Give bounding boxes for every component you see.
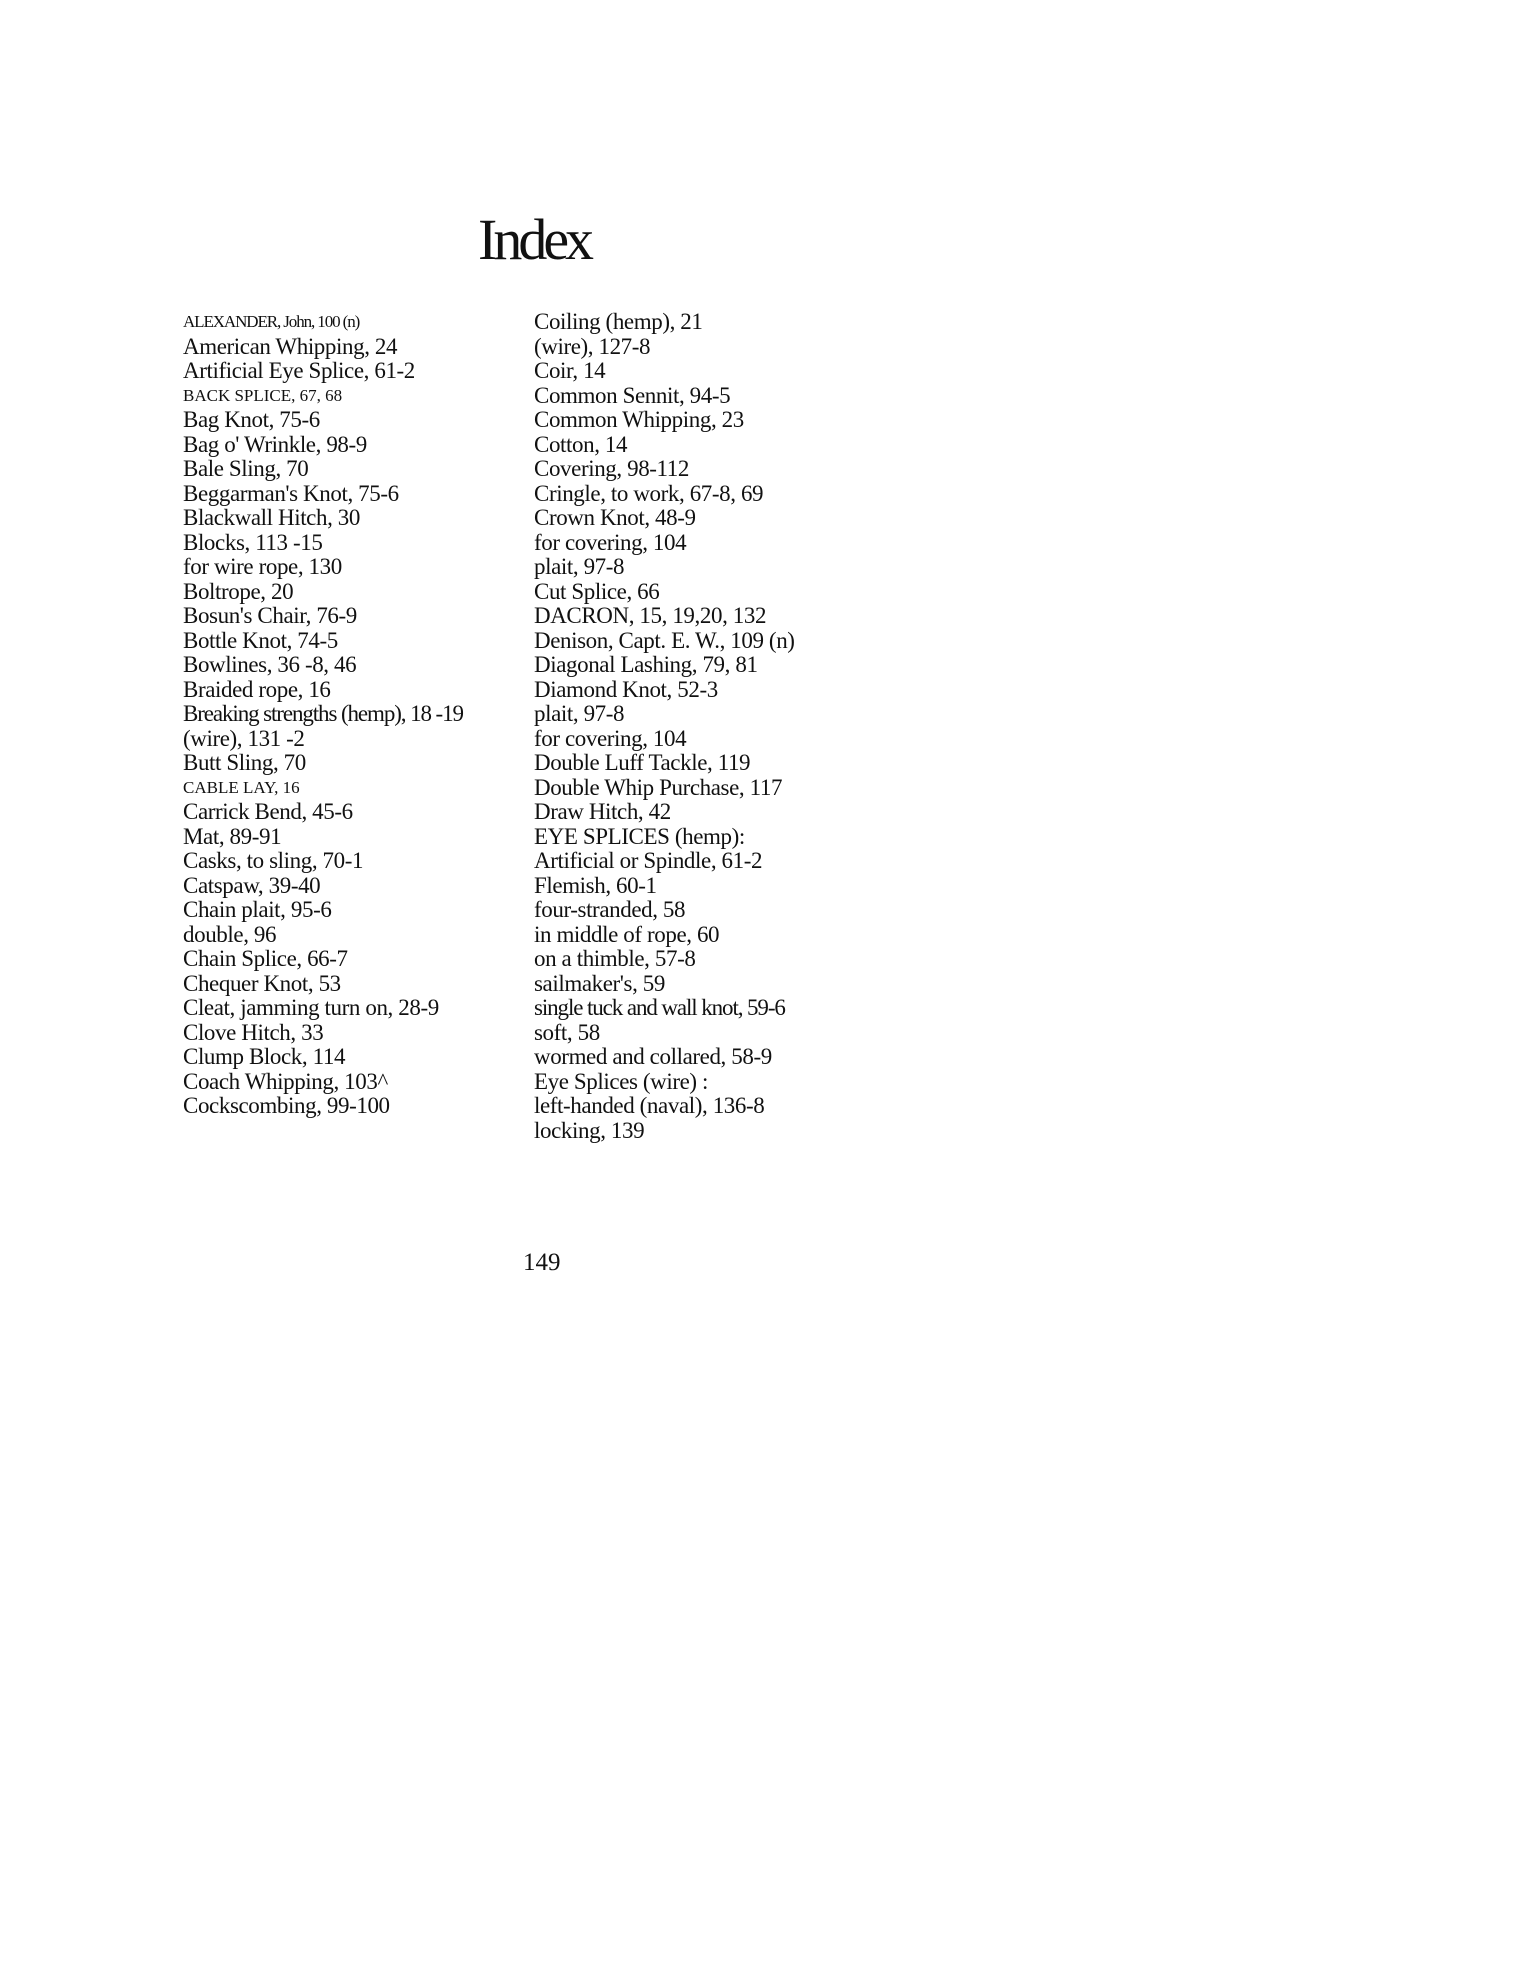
index-entry: double, 96: [183, 921, 277, 947]
index-entry: plait, 97-8: [534, 554, 625, 579]
index-entry: Catspaw, 39-40: [183, 872, 321, 898]
index-entry: Chain Splice, 66-7: [183, 946, 348, 971]
index-entry: Cleat, jamming turn on, 28-9: [183, 995, 439, 1020]
index-entry: for wire rope, 130: [183, 554, 342, 579]
index-entry: DACRON, 15, 19,20, 132: [534, 603, 767, 628]
index-entry: locking, 139: [534, 1117, 645, 1143]
index-entry: Artificial Eye Splice, 61-2: [183, 358, 415, 383]
page-title: Index: [478, 207, 591, 272]
index-entry: Eye Splices (wire) :: [534, 1068, 709, 1094]
index-entry: Diagonal Lashing, 79, 81: [534, 652, 758, 677]
index-entry: on a thimble, 57-8: [534, 946, 696, 971]
index-entry: Boltrope, 20: [183, 578, 294, 604]
index-entry: Butt Sling, 70: [183, 750, 306, 775]
index-entry: CABLE LAY, 16: [183, 777, 300, 797]
index-entry: Coiling (hemp), 21: [534, 309, 703, 334]
index-entry: soft, 58: [534, 1019, 600, 1045]
index-entry: sailmaker's, 59: [534, 970, 666, 996]
index-entry: Double Luff Tackle, 119: [534, 750, 751, 775]
index-entry: Bosun's Chair, 76-9: [183, 603, 357, 628]
index-entry: (wire), 131 -2: [183, 725, 305, 751]
index-entry: Clump Block, 114: [183, 1044, 346, 1069]
index-entry: American Whipping, 24: [183, 333, 398, 359]
index-entry: Denison, Capt. E. W., 109 (n): [534, 627, 795, 653]
index-entry: plait, 97-8: [534, 701, 625, 726]
index-entry: Cut Splice, 66: [534, 578, 660, 604]
index-entry: Braided rope, 16: [183, 676, 331, 702]
index-entry: Bottle Knot, 74-5: [183, 627, 338, 653]
index-entry: Blocks, 113 -15: [183, 529, 323, 555]
index-entry: Bag Knot, 75-6: [183, 407, 320, 432]
index-entry: single tuck and wall knot, 59-6: [534, 995, 785, 1020]
index-entry: Bale Sling, 70: [183, 456, 309, 481]
index-column-left: [183, 310, 523, 1119]
index-entry: for covering, 104: [534, 725, 687, 751]
index-entry: ALEXANDER, John, 100 (n): [183, 312, 360, 331]
index-entry: Common Whipping, 23: [534, 407, 744, 432]
index-entry: Draw Hitch, 42: [534, 799, 671, 824]
index-entry: Bowlines, 36 -8, 46: [183, 652, 357, 677]
index-entry: Chain plait, 95-6: [183, 897, 332, 922]
index-entry: BACK SPLICE, 67, 68: [183, 385, 343, 405]
index-entry: Beggarman's Knot, 75-6: [183, 480, 399, 506]
index-entry: Breaking strengths (hemp), 18 -19: [183, 701, 463, 726]
index-entry: Bag o' Wrinkle, 98-9: [183, 431, 367, 457]
index-entry: left-handed (naval), 136-8: [534, 1093, 765, 1118]
index-entry: Clove Hitch, 33: [183, 1019, 324, 1045]
index-entry: Diamond Knot, 52-3: [534, 676, 718, 702]
index-entry: Blackwall Hitch, 30: [183, 505, 360, 530]
index-entry: Casks, to sling, 70-1: [183, 848, 364, 873]
index-entry: Common Sennit, 94-5: [534, 382, 731, 408]
index-entry: Flemish, 60-1: [534, 872, 657, 898]
index-entry: Cringle, to work, 67-8, 69: [534, 480, 764, 506]
index-entry: Cotton, 14: [534, 431, 628, 457]
index-entry: EYE SPLICES (hemp):: [534, 823, 745, 849]
index-entry: Covering, 98-112: [534, 456, 690, 481]
index-entry: Carrick Bend, 45-6: [183, 799, 353, 824]
index-entry: wormed and collared, 58-9: [534, 1044, 772, 1069]
index-entry: Cockscombing, 99-100: [183, 1093, 390, 1118]
index-entry: Mat, 89-91: [183, 823, 282, 849]
index-entry: (wire), 127-8: [534, 333, 651, 359]
index-entry: for covering, 104: [534, 529, 687, 555]
index-entry: Chequer Knot, 53: [183, 970, 341, 996]
index-entry: Artificial or Spindle, 61-2: [534, 848, 763, 873]
index-entry: Double Whip Purchase, 117: [534, 774, 783, 800]
page-number: 149: [523, 1249, 561, 1276]
index-column-right: [534, 310, 864, 1143]
index-entry: in middle of rope, 60: [534, 921, 720, 947]
index-entry: Coir, 14: [534, 358, 606, 383]
index-entry: Coach Whipping, 103^: [183, 1068, 388, 1094]
index-entry: four-stranded, 58: [534, 897, 686, 922]
index-entry: Crown Knot, 48-9: [534, 505, 696, 530]
